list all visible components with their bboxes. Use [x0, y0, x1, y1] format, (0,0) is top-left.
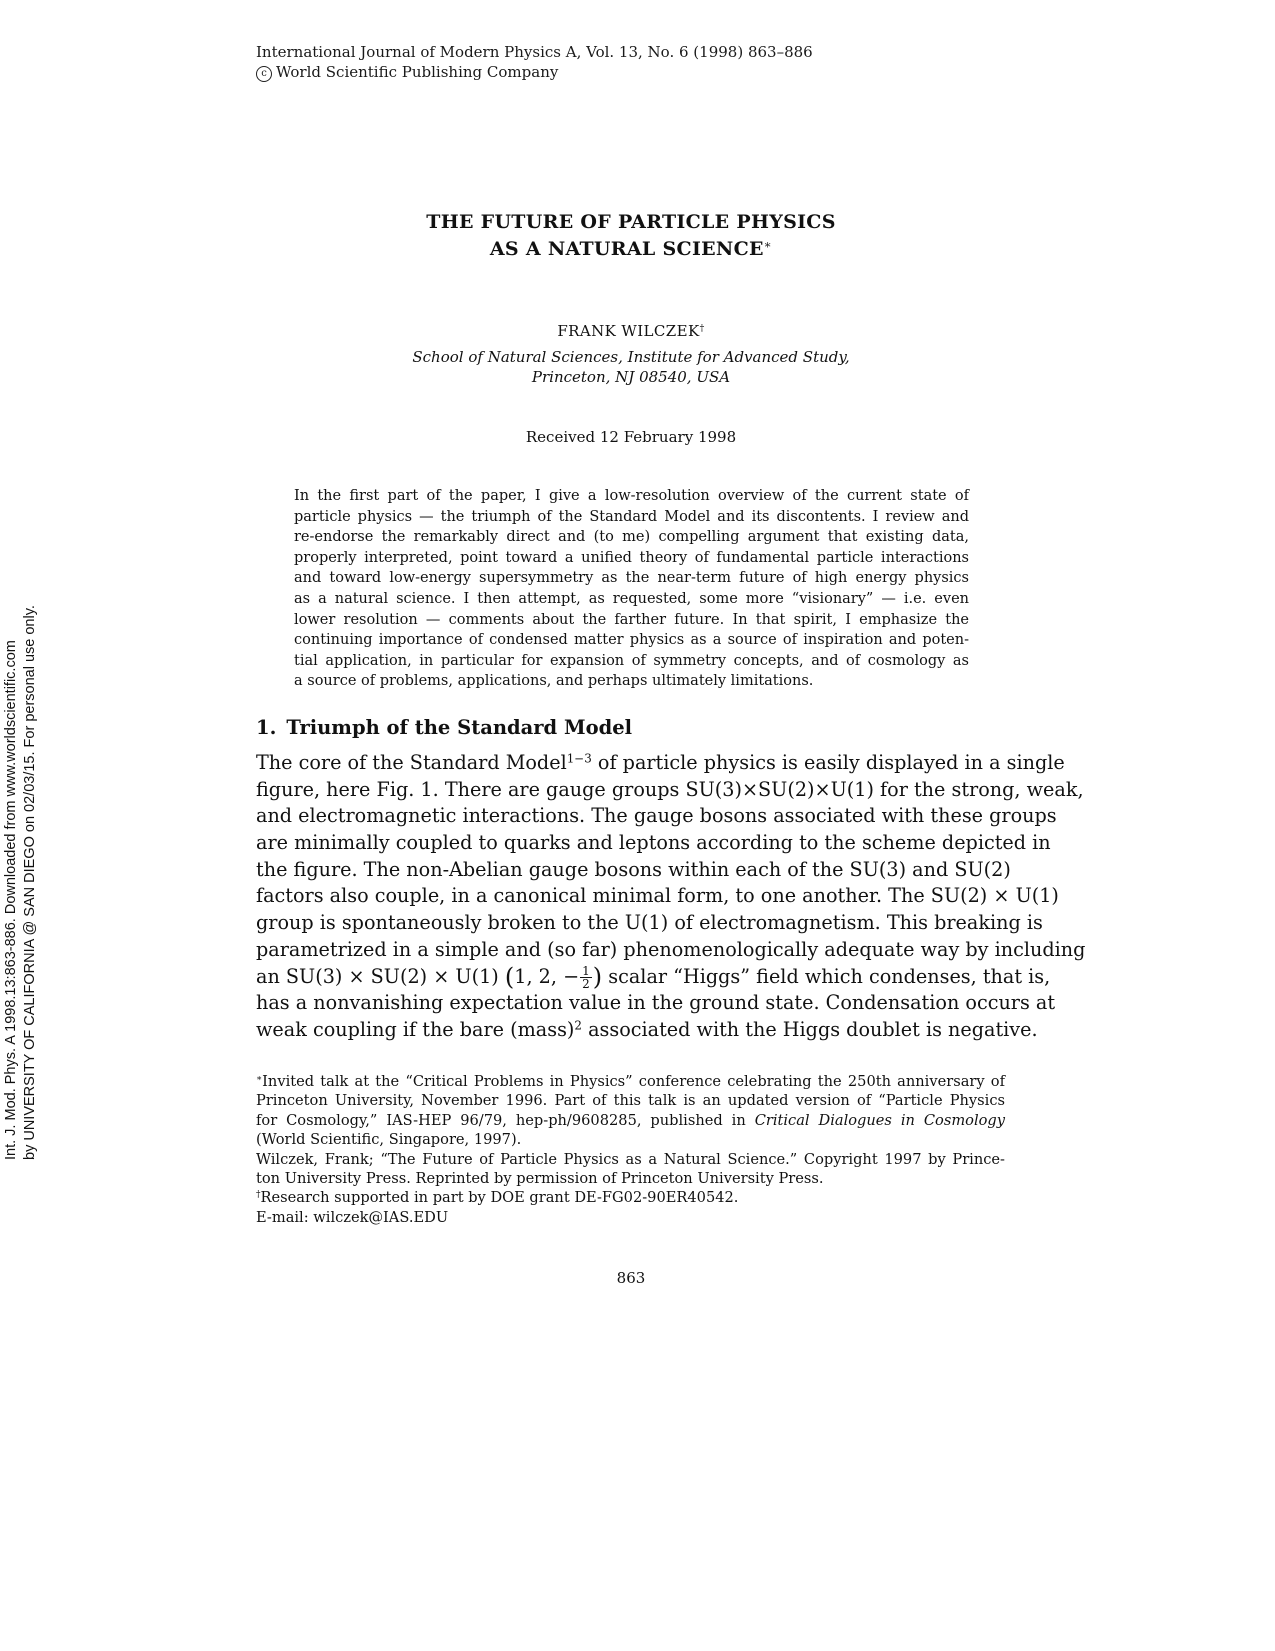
- exponent-superscript: 2: [574, 1018, 582, 1033]
- fraction: [580, 965, 592, 990]
- author-name: [0, 322, 1262, 340]
- body-line: group is spontaneously broken to the U(1) of electromagnetism. This breaking is: [256, 911, 1043, 935]
- body-text: associated with the Higgs doublet is negative.: [581, 1017, 1038, 1041]
- footnote-line: (World Scientific, Singapore, 1997).: [256, 1131, 522, 1149]
- footnote-line: Wilczek, Frank; “The Future of Particle Physics as a Natural Science.” Copyright 1997 by Prince-: [256, 1150, 1005, 1168]
- abstract-line: tial application, in particular for expansion of symmetry concepts, and of cosmology as: [294, 652, 969, 669]
- author-footnote-mark: †: [699, 322, 705, 334]
- title-footnote-mark: ∗: [763, 237, 773, 252]
- body-line: parametrized in a simple and (so far) phenomenologically adequate way by including: [256, 937, 1086, 961]
- journal-publisher-line: [256, 62, 813, 82]
- body-text: scalar “Higgs” field which condenses, that is,: [602, 964, 1051, 988]
- abstract-line: re-endorse the remarkably direct and (to me) compelling argument that existing data,: [294, 529, 969, 546]
- body-line: [256, 750, 1065, 777]
- section-heading: [256, 716, 632, 739]
- body-line: factors also couple, in a canonical minimal form, to one another. The SU(2) × U(1): [256, 884, 1059, 908]
- footnotes: [256, 1072, 1005, 1227]
- body-line: [256, 1017, 1038, 1044]
- body-line: has a nonvanishing expectation value in the ground state. Condensation occurs at: [256, 991, 1056, 1015]
- body-line: the figure. The non-Abelian gauge bosons within each of the SU(3) and SU(2): [256, 857, 1011, 881]
- fraction-denominator: 2: [582, 977, 590, 991]
- footnote-text: Invited talk at the “Critical Problems in Physics” conference celebrating the 250th anniversary of: [262, 1073, 1005, 1090]
- download-watermark: [2, 440, 40, 1160]
- copyright-icon: c: [256, 66, 272, 82]
- abstract-line: lower resolution — comments about the farther future. In that spirit, I emphasize the: [294, 611, 969, 628]
- watermark-line-1: Int. J. Mod. Phys. A 1998.13:863-886. Downloaded from www.worldscientific.com: [3, 640, 19, 1160]
- affiliation-line-1: School of Natural Sciences, Institute for Advanced Study,: [412, 348, 850, 366]
- paren-open: (: [504, 962, 515, 991]
- body-line: are minimally coupled to quarks and leptons according to the scheme depicted in: [256, 831, 1051, 855]
- paper-title: [0, 209, 1262, 263]
- footnote-line: [256, 1072, 1005, 1091]
- title-line-1: THE FUTURE OF PARTICLE PHYSICS: [426, 211, 836, 233]
- publisher-name: World Scientific Publishing Company: [276, 63, 559, 81]
- section-title: Triumph of the Standard Model: [286, 716, 633, 739]
- abstract-line: and toward low-energy supersymmetry as the near-term future of high energy physics: [294, 570, 969, 587]
- footnote-text: Research supported in part by DOE grant DE-FG02-90ER40542.: [260, 1189, 739, 1207]
- footnote-mark: ∗: [256, 1074, 263, 1085]
- page-number: 863: [616, 1269, 646, 1287]
- abstract-line: continuing importance of condensed matter physics as a source of inspiration and poten-: [294, 632, 969, 649]
- quantum-numbers: 1, 2, −: [514, 964, 580, 988]
- footnote-line: [256, 1188, 1005, 1207]
- affiliation-line-2: Princeton, NJ 08540, USA: [531, 368, 731, 386]
- fraction-numerator: 1: [582, 964, 590, 978]
- body-paragraph: [256, 750, 1086, 1044]
- body-text: The core of the Standard Model: [256, 751, 567, 774]
- abstract: [294, 486, 969, 692]
- body-line: [256, 962, 1051, 991]
- body-line: and electromagnetic interactions. The gauge bosons associated with these groups: [256, 804, 1057, 828]
- received-date: Received 12 February 1998: [525, 428, 737, 446]
- abstract-line: properly interpreted, point toward a unified theory of fundamental particle interactions: [294, 549, 969, 566]
- footnote-line: Princeton University, November 1996. Part of this talk is an updated version of “Particle Physics: [256, 1092, 1005, 1110]
- footnote-line: ton University Press. Reprinted by permission of Princeton University Press.: [256, 1169, 824, 1187]
- footnote-mark: †: [256, 1190, 261, 1201]
- title-line-2-text: AS A NATURAL SCIENCE: [489, 238, 764, 260]
- paren-close: ): [592, 962, 603, 991]
- footnote-line: [256, 1111, 1005, 1130]
- watermark-line-2: by UNIVERSITY OF CALIFORNIA @ SAN DIEGO on 02/03/15. For personal use only.: [22, 605, 38, 1160]
- journal-citation: International Journal of Modern Physics A, Vol. 13, No. 6 (1998) 863–886: [256, 43, 813, 61]
- section-number: 1.: [256, 716, 277, 739]
- author-affiliation: [0, 347, 1262, 387]
- journal-header: [256, 42, 813, 82]
- footnote-book-title: Critical Dialogues in Cosmology: [754, 1111, 1005, 1129]
- abstract-line: In the first part of the paper, I give a low-resolution overview of the current state of: [294, 488, 969, 504]
- body-line: figure, here Fig. 1. There are gauge groups SU(3)×SU(2)×U(1) for the strong, weak,: [256, 777, 1084, 801]
- body-text: of particle physics is easily displayed in a single: [591, 751, 1065, 774]
- abstract-line: as a natural science. I then attempt, as requested, some more “visionary” — i.e. even: [294, 590, 969, 607]
- author-name-text: FRANK WILCZEK: [557, 322, 700, 340]
- citation-superscript: 1−3: [566, 751, 592, 766]
- abstract-line: particle physics — the triumph of the Standard Model and its discontents. I review and: [294, 508, 969, 525]
- abstract-line: a source of problems, applications, and perhaps ultimately limitations.: [294, 673, 814, 690]
- author-email: E-mail: wilczek@IAS.EDU: [256, 1208, 449, 1226]
- body-text: an SU(3) × SU(2) × U(1): [256, 964, 505, 988]
- body-text: weak coupling if the bare (mass): [256, 1017, 575, 1041]
- title-line-2: [0, 236, 1262, 263]
- footnote-text: for Cosmology,” IAS-HEP 96/79, hep-ph/9608285, published in: [256, 1111, 755, 1129]
